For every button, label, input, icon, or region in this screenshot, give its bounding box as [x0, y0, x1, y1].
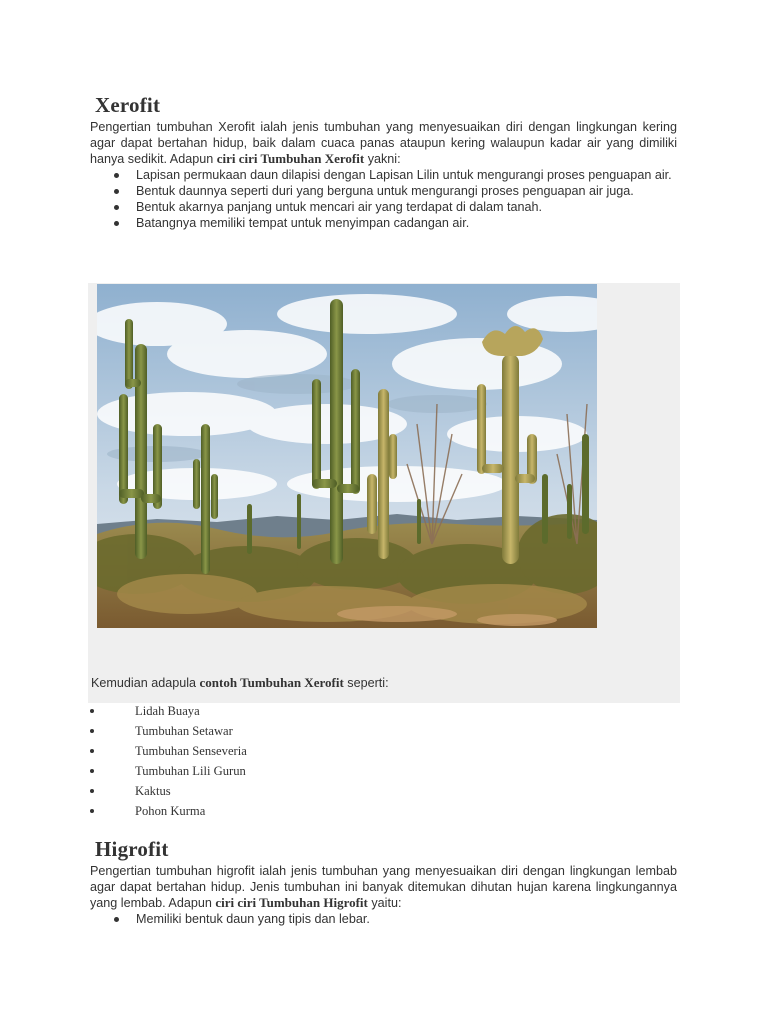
- list-item: [112, 215, 680, 231]
- list-item: [88, 783, 488, 803]
- list-item: [88, 803, 488, 823]
- caption-end: seperti:: [343, 676, 389, 690]
- xerofit-intro-text: Pengertian tumbuhan Xerofit ialah jenis tumbuhan yang menyesuaikan diri dengan lingkungan kering agar dapat bertahan hidup, baik dalam cuaca panas ataupun kering walaupun kadar air yang dimiliki hanya sedikit. Adapun: [90, 120, 677, 166]
- saguaro-cactus-photo: [97, 284, 597, 628]
- trait-text: Lapisan permukaan daun dilapisi dengan Lapisan Lilin untuk mengurangi proses penguapan air.: [136, 168, 672, 182]
- list-item: [112, 167, 680, 183]
- bullet-icon: [90, 789, 94, 793]
- list-item: [112, 199, 680, 215]
- example-text: Tumbuhan Lili Gurun: [135, 764, 246, 778]
- list-item: [88, 763, 488, 783]
- photo-panel: [88, 283, 680, 703]
- example-text: Tumbuhan Senseveria: [135, 744, 247, 758]
- bullet-icon: [114, 173, 119, 178]
- bullet-icon: [90, 749, 94, 753]
- xerofit-traits-list: [112, 167, 680, 231]
- trait-text: Bentuk daunnya seperti duri yang berguna untuk mengurangi proses penguapan air juga.: [136, 184, 634, 198]
- bullet-icon: [90, 769, 94, 773]
- heading-xerofit: Xerofit: [95, 93, 161, 117]
- higrofit-traits-list: [112, 911, 680, 927]
- trait-text: Batangnya memiliki tempat untuk menyimpan cadangan air.: [136, 216, 470, 230]
- list-item: [88, 743, 488, 763]
- trait-text: Memiliki bentuk daun yang tipis dan lebar.: [136, 912, 370, 926]
- bullet-icon: [114, 205, 119, 210]
- xerofit-intro: [90, 119, 677, 167]
- bullet-icon: [90, 729, 94, 733]
- example-text: Lidah Buaya: [135, 704, 200, 718]
- bullet-icon: [114, 221, 119, 226]
- example-text: Tumbuhan Setawar: [135, 724, 233, 738]
- list-item: [112, 183, 680, 199]
- trait-text: Bentuk akarnya panjang untuk mencari air yang terdapat di dalam tanah.: [136, 200, 543, 214]
- xerofit-intro-bold: ciri ciri Tumbuhan Xerofit: [216, 151, 365, 166]
- list-item: [88, 703, 488, 723]
- bullet-icon: [114, 917, 119, 922]
- xerofit-examples-list: [88, 703, 488, 823]
- higrofit-intro-bold: ciri ciri Tumbuhan Higrofit: [215, 895, 368, 910]
- higrofit-intro-text: Pengertian tumbuhan higrofit ialah jenis tumbuhan yang menyesuaikan diri dengan lingkungan lembab agar dapat bertahan hidup. Jenis tumbuhan ini banyak ditemukan dihutan hujan karena lingkungannya yang lembab. Adapun: [90, 864, 677, 910]
- higrofit-intro-end: yaitu:: [367, 896, 402, 910]
- higrofit-intro: [90, 863, 677, 911]
- example-text: Pohon Kurma: [135, 804, 206, 818]
- heading-higrofit: Higrofit: [95, 837, 169, 861]
- caption-text: Kemudian adapula: [91, 676, 200, 690]
- bullet-icon: [90, 709, 94, 713]
- list-item: [112, 911, 680, 927]
- caption-bold: contoh Tumbuhan Xerofit: [199, 675, 344, 690]
- xerofit-intro-end: yakni:: [364, 152, 401, 166]
- list-item: [88, 723, 488, 743]
- examples-caption: [91, 675, 389, 691]
- bullet-icon: [90, 809, 94, 813]
- bullet-icon: [114, 189, 119, 194]
- example-text: Kaktus: [135, 784, 171, 798]
